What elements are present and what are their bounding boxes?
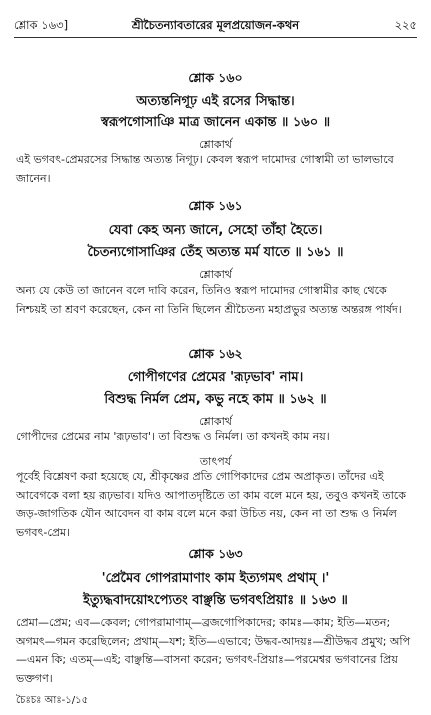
shloka-163-verse-line-2: ইত্যুদ্ধবাদয়োঽপ্যেতং বাঞ্ছন্তি ভগবৎপ্রিয়াঃ ॥ ১৬৩ ॥: [83, 593, 348, 608]
header-chapter-title: শ্রীচৈতন্যাবতারের মূলপ্রয়োজন-কথন: [131, 18, 300, 32]
shloka-163-verse-line-1: 'প্রেমৈব গোপরামাণাং কাম ইত্যগমৎ প্রথাম্ ।': [101, 571, 330, 586]
shloka-160-translation: এই ভগবৎ-প্রেমরসের সিদ্ধান্ত অত্যন্ত নিগূঢ়। কেবল স্বরূপ দামোদর গোস্বামী তা ভালভাবে জানেন।: [16, 153, 394, 185]
header-verse-range: শ্লোক ১৬৩]: [14, 18, 69, 32]
shloka-162-label: শ্লোক ১৬২: [188, 346, 243, 361]
shloka-162-verse-line-1: গোপীগণের প্রেমের 'রূঢ়ভাব' নাম।: [127, 370, 304, 385]
shloka-160-translation-label: শ্লোকার্থ: [199, 138, 232, 151]
header-divider: [14, 37, 417, 38]
shloka-162-translation: গোপীদের প্রেমের নাম 'রূঢ়ভাব'। তা বিশুদ্ধ ও নির্মল। তা কখনই কাম নয়।: [16, 430, 330, 443]
header-page-number: ২২৫: [394, 18, 417, 32]
shloka-163-synonyms: প্রেমা—প্রেম; এব—কেবল; গোপরামাণাম্—ব্রজগোপিকাদের; কামঃ—কাম; ইতি—মতন; অগমৎ—গমন করেছিলেন; প্রথাম্—যশ; ইতি—এভাবে; উদ্ধব-আদয়ঃ—শ্রীউদ্ধব প্রমুখ; অপি—এমন কি; এতম্—এই; বাঞ্ছন্তি—বাসনা করেন; ভগবৎ-প্রিয়াঃ—পরমেশ্বর ভগবানের প্রিয় ভক্তগণ।: [16, 616, 411, 685]
shloka-162-verse-line-2: বিশুদ্ধ নির্মল প্রেম, কভু নহে কাম ॥ ১৬২ ॥: [104, 392, 327, 407]
shloka-160-verse-line-2: স্বরূপগোসাঞি মাত্র জানেন একান্ত ॥ ১৬০ ॥: [100, 115, 331, 130]
shloka-160-verse-line-1: অত্যন্তনিগূঢ় এই রসের সিদ্ধান্ত।: [136, 94, 295, 109]
shloka-161-translation-label: শ্লোকার্থ: [199, 268, 232, 281]
shloka-161-translation: অন্য যে কেউ তা জানেন বলে দাবি করেন, তিনিও স্বরূপ দামোদর গোস্বামীর কাছ থেকে নিশ্চয়ই তা শ্রবণ করেছেন, কেন না তিনি ছিলেন শ্রীচৈতন্য মহাপ্রভুর অত্যন্ত অন্তরঙ্গ পার্ষদ।: [16, 284, 402, 316]
shloka-161-verse-line-1: যেবা কেহ অন্য জানে, সেহো তাঁহা হৈতে।: [108, 223, 323, 238]
shloka-161-label: শ্লোক ১৬১: [188, 198, 243, 213]
shloka-161-verse-line-2: চৈতন্যগোসাঞির তেঁহ অত্যন্ত মর্ম যাতে ॥ ১৬১ ॥: [87, 245, 344, 260]
page-header: [14, 17, 417, 37]
shloka-162-translation-label: শ্লোকার্থ: [199, 415, 232, 428]
shloka-163-label: শ্লোক ১৬৩: [188, 546, 243, 561]
shloka-160-label: শ্লোক ১৬০: [188, 70, 243, 85]
shloka-162-purport-label: তাৎপর্য: [199, 455, 232, 468]
shloka-162-purport: পূর্বেই বিশ্লেষণ করা হয়েছে যে, শ্রীকৃষ্ণের প্রতি গোপিকাদের প্রেম অপ্রাকৃত। তাঁদের এই আবেগকে বলা হয় রূঢ়ভাব। যদিও আপাতদৃষ্টিতে তা কাম বলে মনে হয়, তবুও কখনই তাকে জড়-জাগতিক যৌন আবেদন বা কাম বলে মনে করা উচিত নয়, কেন না তা শুদ্ধ ও নির্মল ভগবৎ-প্রেম।: [16, 470, 406, 539]
page-footer-signature: চৈঃচঃ আঃ-১/১৫: [16, 695, 89, 706]
